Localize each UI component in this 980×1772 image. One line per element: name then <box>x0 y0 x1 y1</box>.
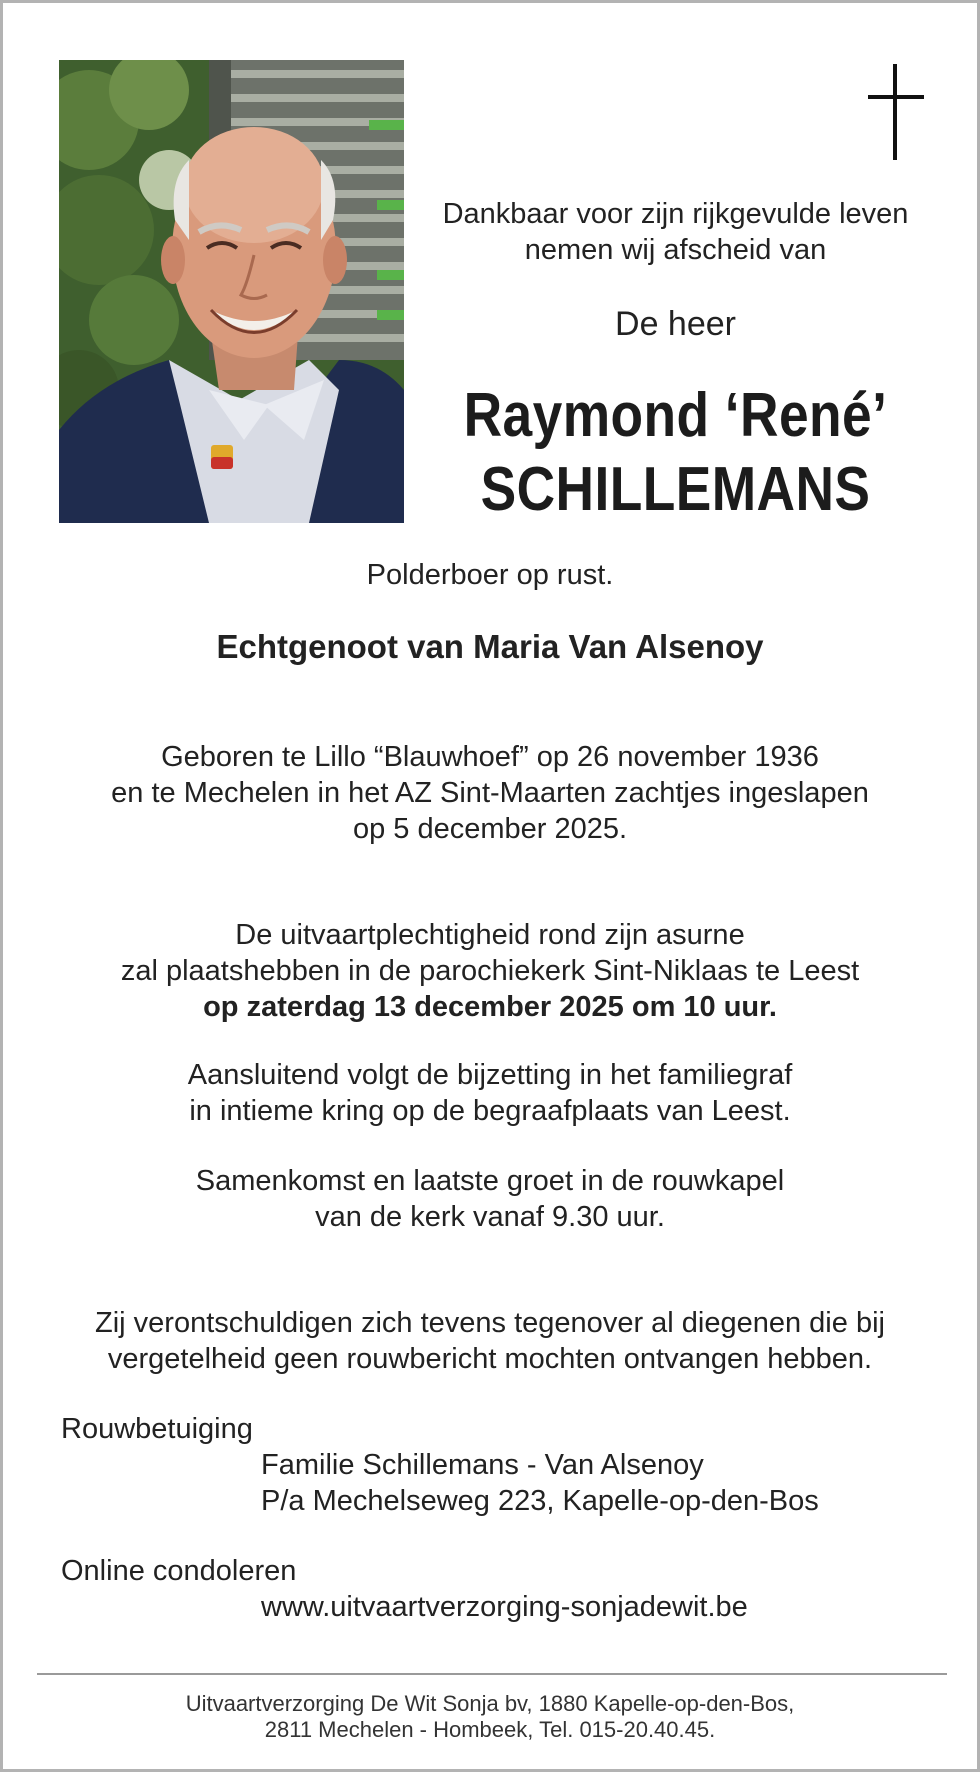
funeral-home-footer <box>3 1691 977 1743</box>
intro-line-2: nemen wij afscheid van <box>524 234 827 266</box>
apology-line-1: Zij verontschuldigen zich tevens tegenover al diegenen die bij <box>95 1307 885 1339</box>
spouse: Echtgenoot van Maria Van Alsenoy <box>216 628 764 665</box>
footer-line-1: Uitvaartverzorging De Wit Sonja bv, 1880 Kapelle-op-den-Bos, <box>185 1691 795 1716</box>
apology-text <box>3 1305 977 1377</box>
salutation: De heer <box>615 305 736 343</box>
intro-text <box>403 196 948 268</box>
portrait-photo <box>59 60 404 523</box>
condolence-address: P/a Mechelseweg 223, Kapelle-op-den-Bos <box>261 1485 819 1517</box>
ceremony-text <box>3 917 977 1025</box>
death-line: en te Mechelen in het AZ Sint-Maarten zachtjes ingeslapen <box>111 777 869 809</box>
gathering-line-2: van de kerk vanaf 9.30 uur. <box>315 1201 665 1233</box>
online-condolence-link[interactable]: www.uitvaartverzorging-sonjadewit.be <box>261 1591 748 1623</box>
occupation: Polderboer op rust. <box>366 559 614 591</box>
burial-line-1: Aansluitend volgt de bijzetting in het familiegraf <box>187 1059 793 1091</box>
online-condolence-label: Online condoleren <box>61 1555 297 1587</box>
footer-divider <box>37 1673 947 1675</box>
cross-icon <box>868 64 924 160</box>
family-name: SCHILLEMANS <box>480 455 871 524</box>
gathering-text <box>3 1163 977 1235</box>
ceremony-line-2: zal plaatshebben in de parochiekerk Sint-Niklaas te Leest <box>120 955 860 987</box>
condolence-family: Familie Schillemans - Van Alsenoy <box>261 1449 704 1481</box>
gathering-line-1: Samenkomst en laatste groet in de rouwkapel <box>195 1165 785 1197</box>
apology-line-2: vergetelheid geen rouwbericht mochten ontvangen hebben. <box>107 1343 873 1375</box>
given-name: Raymond ‘René’ <box>463 381 888 450</box>
footer-line-2: 2811 Mechelen - Hombeek, Tel. 015-20.40.45. <box>264 1717 716 1742</box>
condolence-label: Rouwbetuiging <box>61 1413 253 1445</box>
deceased-name <box>441 379 910 527</box>
death-date-line: op 5 december 2025. <box>352 813 628 845</box>
birth-death-text <box>3 739 977 847</box>
ceremony-line-1: De uitvaartplechtigheid rond zijn asurne <box>235 919 745 951</box>
burial-line-2: in intieme kring op de begraafplaats van Leest. <box>189 1095 791 1127</box>
birth-line: Geboren te Lillo “Blauwhoef” op 26 november 1936 <box>161 741 819 773</box>
intro-line-1: Dankbaar voor zijn rijkgevulde leven <box>442 198 909 230</box>
burial-text <box>3 1057 977 1129</box>
ceremony-date: op zaterdag 13 december 2025 om 10 uur. <box>203 991 777 1023</box>
